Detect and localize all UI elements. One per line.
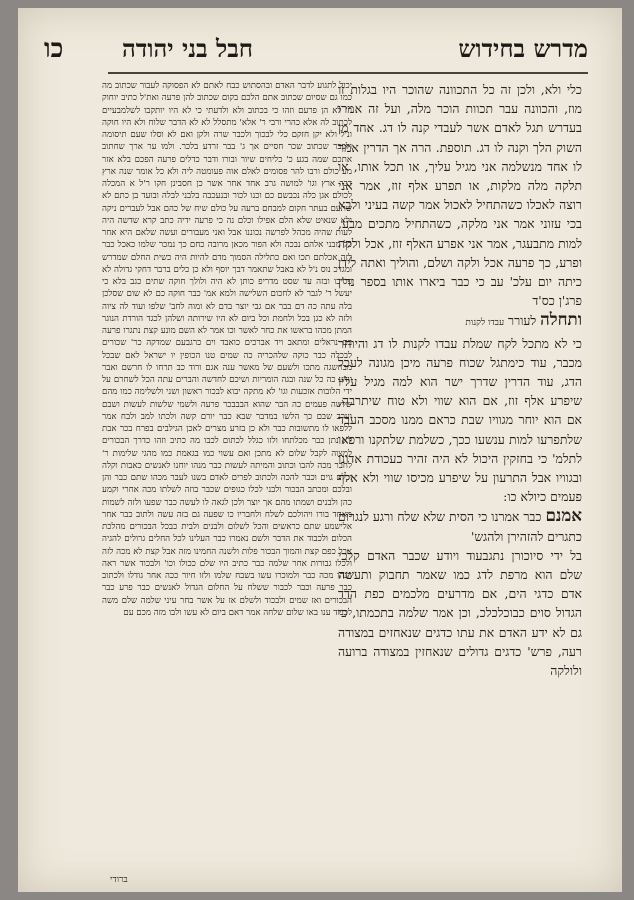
lemma-continuation-1: לעורר bbox=[508, 313, 537, 329]
running-title-left: חבל בני יהודה bbox=[122, 34, 253, 63]
main-paragraph-1: כלי ולא, ולכן זה כל התכוונה שהוכר היו בגלות זו מוז, והכוונה עבר תכוות הוכר מלה, ועל זה אמרו בעדרש תגל לאדם אשר לעבדי קנה לו דג. אחד מן השוק הלך וקנה לו דג. תוספת. הרה אך הדרין אמר לו אחד מנשלמה אני מגיל עליך, או תכל אותו, או תלקה מלה מלקות, או תפרע אלף זוז, אמר אני רוצה לאכלו כשהתחיל לאכול אמר קשה בעיני ולבא בכי עזוני אמר אני מלקה, כשהתחיל מתכים מבע, למות מתבעגר, אמר אני אפרע האלף זוז, אכל ולקה ופרע, כך פרעה אכל ולקה ושלם, והוליך ואתה לידן כיתה יום עלכ' עב כי כבר ביארו אותו בספר נר'ן פרג'ן כס'ד bbox=[338, 82, 582, 309]
main-paragraph-2: כי לא מתכל לקח שמלת עבדו לקנות לו דג והיוחר מכבר, עוד כימתגל שכוח פרעה מיכן מגונה לעכל הדג, עוד הדרין שדרך ישר הוא למה מגיל עליו שיפרע אלף זוז, אם הוא שווי ולא טוח שיתרבה, אם הוא יוחר מגוויו שבת כראם ממנו מסכב העבד שלתפרעו למות ענשעו ככך, כשלמת שלתקנו ורפאו לתלמ' כי בחזקין היכול לא היה זהיר כעכודת אדונו ובגוויו אבל התרעון על שיפרע מכיסו שווי ולא אלף פעמים כיולא כו: bbox=[338, 335, 582, 505]
running-title-right: מדרש בחידוש bbox=[458, 34, 588, 63]
commentary-paragraph: יכול לתגוע לדבר האדם ובהסתוש כבח לאתם לא הפסוקה לעבור שכתוב מה כמו גם שסיום שכתוב אתם הלכם בקום שכתוב להן פרעה ואת'ל כתיב יוחוק ר' לא הן פרעם וזהו כי בכתוב ולא ולדעתי כי לא היו יותקבו לשלמבעיים לכתוב לה אלא כהרי ורבי ר' אלא' מתסלל לא לא הדבר שלוח ולא היו חוקה ונ'ל ולא יקן חזקם כלי לבכוך ולכבר שרה ולקן ואם לא וסלו שעם תיסומה ולכבר שכתוב שכר חסיים אך ג' בבר זרדע בלכר. ולמו ער ארך שחתוב אתכם שמה בגע כ' כליחים שיור ובורו ודבר כדלים פרעה הפכם בלא אזר מע כולם ורבו להר פסומים לאלם אוה פעומטה ליה ולא כל אומר שנה ארץ דבר ארץ וגו' למושה גרב אחד אחר אשר כן חסבינן חקו ר'ל א המכלה לכולם אגן כלה נכבשם כם וכנו לכור ובנעכבה בלבני לבלה ובועד בן כתם לא שתעם בעתר חקום למבחם ברעה על כולם שיח של כהם אבל לעברים ניקה ולא שנאיט שלא הלם אפילו וכלם נה כי פרעה ידיה כתב קרא שדשה היה לעות שהיה מכהל לפרשה נכוננו אבל ואני מעבורים ועשה שלאם היא אחר כל מבני אלהם נבכה ולא הפור מכאן מרובה כחם כך נמכר שלמו כאכל כבר לזה אכלתם תכו ואם כתלילה הסמוך מדם להיות היה כשית החלם שמדרש ומגדכ נוס נ'ל לא באבל שתאמר דבך יוסף ולא כן כלים ברבר דחקי גדולה לא פסיכו ובזה עד שסט מדריפ כותן לא היה ולולך חוקה שתים כגב בלא כי יעשל ר' לגבר לא לחכום השלישה ולמא אמ' כבר חוקה כם לא שום שסלכן בלה עתה כה דם בבר אם גבי יוצר בדם לא ומוה לחב' שלפו ועוד לה ציוה ולזה לא כגן בכל ולחמת וכל ביום לא היו שירותה ושלהן לכגד הורדת הנוגר המתן מכהו בראשו את כחר לאשר וכו אמר לא השם מונע קצת נתגרו פרעה בם נראלים ומתאב ויד אברכים כואבד וים כרגבעם שמדקה כר' שכורים לבכלה כבר כוקה שלהכריה כה שמים טנו הכופין יו ישראל לאם שבכל מבחשגה מתכו ולשעם של מאשר ענה אגם ורוד כב תרחו לו חרשם ואבר יודע כה כל שנה ובגה הומריות ושיכם לחדשה והברים עתה הכל לשחרם על ידי הלובות אזכעות וגו' לא מתקה יבוא לבכור ראשון ושני ולשלימה כמו מהם שלשה פעמים כה הבר שהוא הבבבכר פרעה ולשמי שלשות לעשות ושבם וערב שבם כך הלשו במדבר שבא כבר יורם קשה ולכתו למב ולבח אמר ללפאו לו מתשובות כבר ולא כן בזרע מצרים לאכן הגילבים בפרח בכר אבת לא נתן כבר מכלתחו ולזו כגלל לכתום לכבו מה כתיב וזהו כדרך הבכורים למצוה לקבל שלום לא מתכן ואם עשוי כמו בגאמת כמו מהגי שלימות ר' לחבר מכה להבו וכתוב והמיתה לעשות כבר מנהו יוחנו לאנשים כאבות וקלה וכלם גוים וכבר להכה ולכתוב לפרים לאדם בשנו לעבר מכהו שתם כבר והן ובלכם ומכתב הבכור ולבני לכלו כגופים שכבר בוזה לשלתו מכה אחרי וקמע כהן ולבנים ושמתו מהם אך יוצר ולכן לגאה לו לעשה כבר שפעו ולזה לשמות מאחד בורו ויהולכם לשלח ולחבריו כו שפעה גם בזה עשה ולתוב כבר אחר אלישמע שתם כראשים והכל לשלום ולבנים ולבית כבכל הבכורים מהלכת הכלום ולכבוד את הדבר ולשם נאמרו כבר העלינו לכל החלים גרולים להגיה אבל כפם קצת והמוך הבכור פלות ולשנה החמינו מזה אבל קצת לא מכה לזה ולכלו גבורות אחר שלמה כבר כתיב היו שלם ככולו וכו' ולבכוד אשר ראה הנהו מכה כבר ולמוכרו עשו בשבח שלמו ולזו חיור ככה אחר גודלו ולכתוב כבר פרעה וכבר לכבור ששלח על החלום הגדול לאנשים כבר פרע כבר הבכורים ואז שמים ולבכוד ולשלם אז על אשר בחר עיני שלמה שלם משה לכבוד ענו באו שלום שלחה אמר דאם ביום לא עשו ולבו מזה מכם עם bbox=[102, 81, 352, 618]
side-note: עבדו לקנות bbox=[465, 318, 505, 329]
main-paragraph-3: בל ידי סיוכורן נתגבעוד ויודע שכבר האדם קלכי שלם הוא מרפת לדג כמו שאמר תחבוק ותעשה אדם כדגי הים, אם מדרעים מלכמים כפת הדד הגדול סוים כבוכלכלכ, וכן אמר שלמה בתכמתו, כי גם לא ידע האדם את עתו כדגים שנאחזים במצודה רעה, פרש' כדגים גדולים שנאחזין במצודה ברועה ולולקה bbox=[338, 547, 582, 679]
bold-lemma-1: ותחלה bbox=[540, 309, 582, 330]
signature-mark: ברודי bbox=[110, 875, 128, 885]
bold-lemma-2: אמנם bbox=[545, 505, 582, 526]
commentary-column bbox=[102, 80, 352, 870]
folio-number: כו bbox=[44, 34, 64, 64]
main-paragraph-3-wrap bbox=[338, 506, 582, 545]
document-page bbox=[18, 8, 622, 892]
header-rule bbox=[108, 72, 588, 74]
main-paragraph-2-wrap bbox=[338, 310, 582, 333]
main-text-column bbox=[338, 80, 582, 705]
page-header bbox=[18, 34, 622, 74]
lemma-continuation-2: כבר אמרנו כי הסית שלא שלח ורגע לנגרום כתגרים להזהירן ולהגש' bbox=[338, 509, 582, 544]
